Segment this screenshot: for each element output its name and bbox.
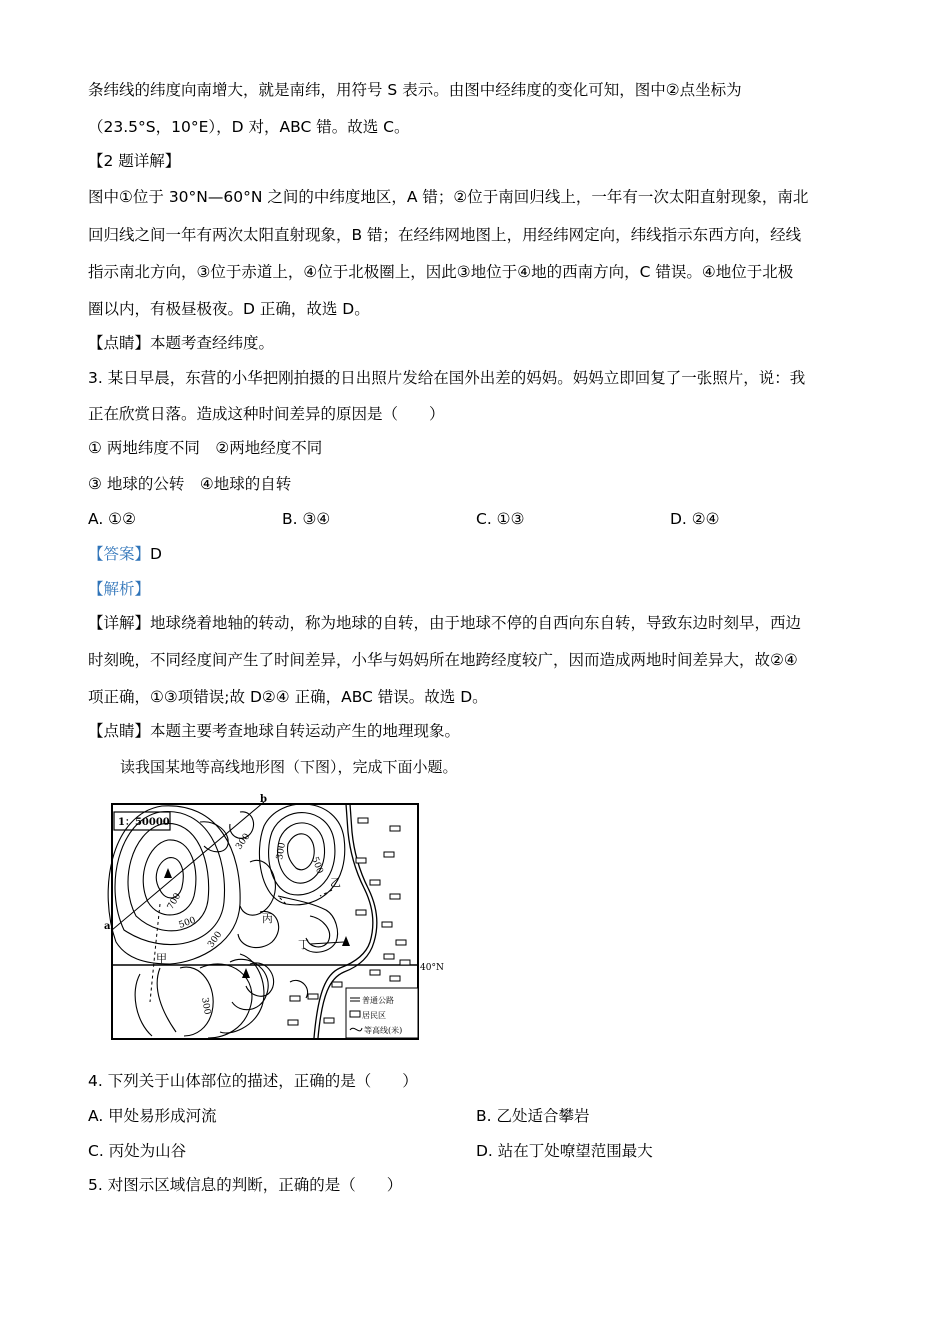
question-4-option-a: A. 甲处易形成河流 — [88, 1107, 217, 1125]
paragraph-line: 条纬线的纬度向南增大，就是南纬，用符号 S 表示。由图中经纬度的变化可知，图中②点坐标为 — [88, 81, 742, 99]
paragraph-line: 时刻晚，不同经度间产生了时间差异，小华与妈妈所在地跨经度较广，因而造成两地时间差异大，故②④ — [88, 651, 798, 669]
svg-text:500: 500 — [177, 915, 198, 931]
svg-text:700: 700 — [165, 891, 184, 912]
question-3-stem: 正在欣赏日落。造成这种时间差异的原因是（ ） — [88, 405, 445, 423]
svg-text:300: 300 — [206, 929, 225, 950]
answer-line — [88, 543, 162, 565]
answer-label: 【答案】 — [88, 545, 151, 563]
tip-line: 【点睛】本题考查经纬度。 — [88, 334, 275, 352]
paragraph-line: 【详解】地球绕着地轴的转动，称为地球的自转，由于地球不停的自西向东自转，导致东边时刻早，西边 — [88, 614, 802, 632]
label-b: b — [260, 794, 267, 805]
peak-marker-icon — [242, 968, 250, 978]
svg-text:300: 300 — [275, 841, 288, 861]
question-3-statement: ③ 地球的公转 ④地球的自转 — [88, 475, 292, 493]
legend-contour: 等高线(米) — [364, 1026, 403, 1035]
section-heading: 【2 题详解】 — [88, 152, 181, 170]
question-4-stem: 4. 下列关于山体部位的描述，正确的是（ ） — [88, 1072, 418, 1090]
question-5-stem: 5. 对图示区域信息的判断，正确的是（ ） — [88, 1176, 403, 1194]
svg-text:500: 500 — [309, 855, 325, 876]
label-jia: 甲 — [156, 952, 167, 965]
question-3-option-b: B. ③④ — [282, 510, 331, 528]
answer-value: D — [150, 545, 162, 563]
svg-text:300: 300 — [199, 996, 212, 1016]
question-3-stem: 3. 某日早晨，东营的小华把刚拍摄的日出照片发给在国外出差的妈妈。妈妈立即回复了一张照片，说：我 — [88, 369, 806, 387]
paragraph-line: 指示南北方向，③位于赤道上，④位于北极圈上，因此③地位于④地的西南方向，C 错误。④地位于北极 — [88, 263, 794, 281]
question-3-option-d: D. ②④ — [670, 510, 720, 528]
question-3-option-c: C. ①③ — [476, 510, 525, 528]
label-a: a — [104, 921, 111, 932]
question-4-option-b: B. 乙处适合攀岩 — [476, 1107, 590, 1125]
latitude-label: 40°N — [420, 963, 444, 973]
question-3-statement: ① 两地纬度不同 ②两地经度不同 — [88, 439, 323, 457]
analysis-label: 【解析】 — [88, 580, 151, 598]
legend-residential: 居民区 — [362, 1011, 386, 1020]
paragraph-line: （23.5°S，10°E），D 对，ABC 错。故选 C。 — [88, 118, 410, 136]
peak-marker-icon — [164, 868, 172, 878]
legend-road: 普通公路 — [362, 996, 394, 1005]
question-3-option-a: A. ①② — [88, 510, 136, 528]
question-4-option-c: C. 丙处为山谷 — [88, 1142, 187, 1160]
paragraph-line: 项正确，①③项错误;故 D②④ 正确，ABC 错误。故选 D。 — [88, 688, 488, 706]
map-intro: 读我国某地等高线地形图（下图），完成下面小题。 — [120, 758, 458, 776]
contour-map — [100, 792, 444, 1042]
label-ding: 丁 — [298, 938, 309, 951]
question-4-option-d: D. 站在丁处嘹望范围最大 — [476, 1142, 653, 1160]
tip-line: 【点睛】本题主要考查地球自转运动产生的地理现象。 — [88, 722, 461, 740]
paragraph-line: 图中①位于 30°N—60°N 之间的中纬度地区，A 错；②位于南回归线上，一年有一次太阳直射现象，南北 — [88, 188, 809, 206]
paragraph-line: 回归线之间一年有两次太阳直射现象，B 错；在经纬网地图上，用经纬网定向，纬线指示东西方向，经线 — [88, 226, 802, 244]
label-bing: 丙 — [262, 912, 273, 925]
label-yi: 乙 — [330, 876, 341, 889]
peak-marker-icon — [342, 936, 350, 946]
paragraph-line: 圈以内，有极昼极夜。D 正确，故选 D。 — [88, 300, 370, 318]
map-scale: 1：50000 — [118, 817, 170, 828]
svg-text:300: 300 — [234, 831, 253, 852]
